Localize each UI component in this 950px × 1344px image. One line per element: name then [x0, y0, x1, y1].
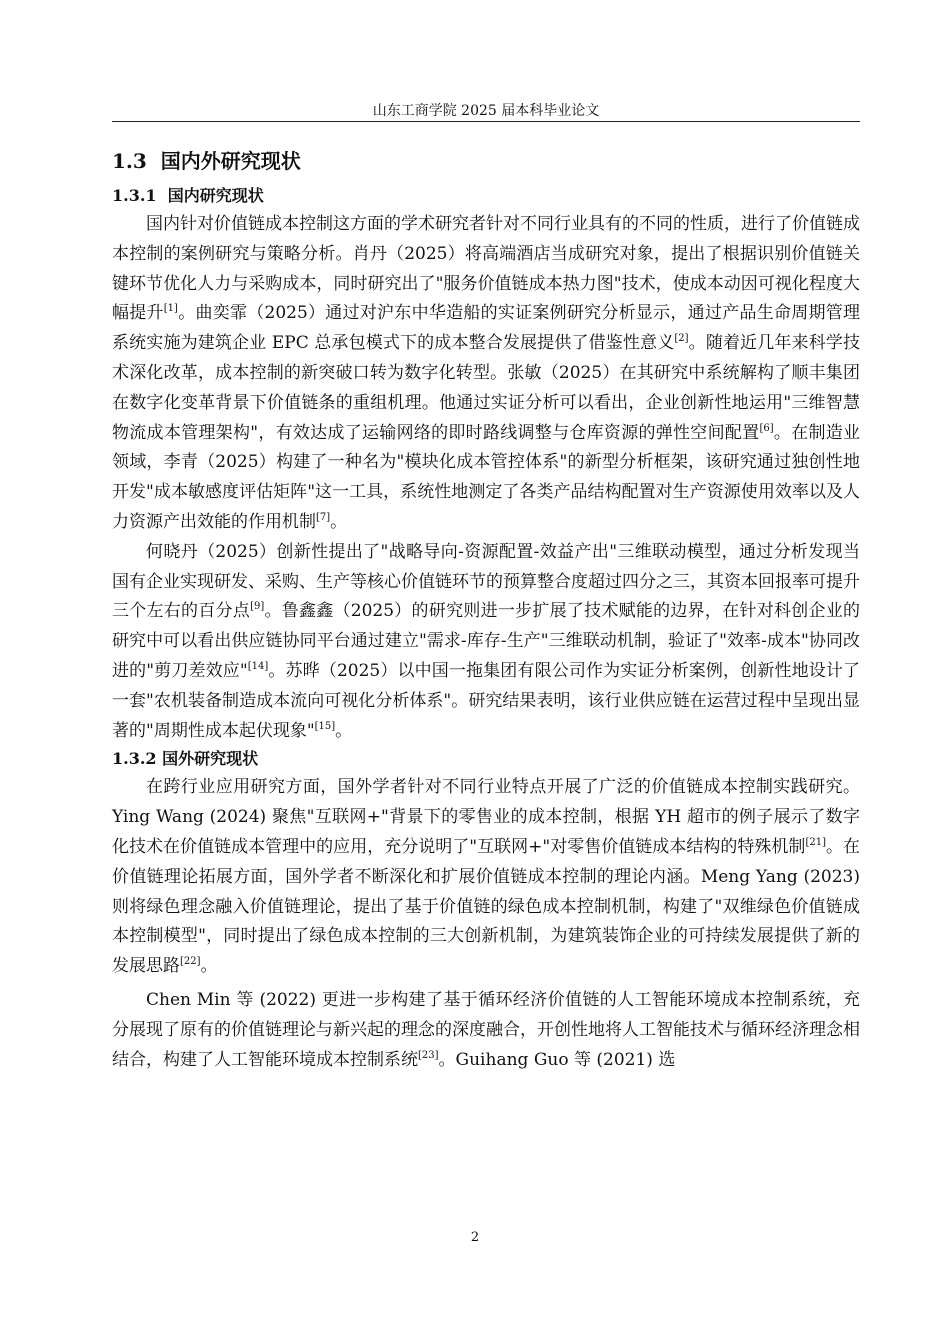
paragraph-text: 。 [330, 511, 348, 532]
citation: [1] [163, 303, 178, 315]
paragraph-text: 国内针对价值链成本控制这方面的学术研究者针对不同行业具有的不同的性质，进行了价值链成本控制的案例研究与策略分析。肖丹（2025）将高端酒店当成研究对象，提出了根据识别价值链关键环节优化人力与采购成本，同时研究出了"服务价值链成本热力图"技术，使成本动因可视化程度大幅提升 [112, 214, 860, 324]
section-title: 国内外研究现状 [160, 149, 301, 173]
paragraph-text: 。鲁鑫鑫（2025）的研究则进一步扩展了技术赋能的边界，在针对科创企业的研究中可以看出供应链协同平台通过建立"需求-库存-生产"三维联动机制，验证了"效率-成本"协同改进的"剪刀差效应" [112, 601, 860, 681]
paragraph-text: 。随着近几年来科学技术深化改革，成本控制的新突破口转为数字化转型。张敏（2025）在其研究中系统解构了顺丰集团在数字化变革背景下价值链条的重组机理。他通过实证分析可以看出，企业创新性地运用"三维智慧物流成本管理架构"，有效达成了运输网络的即时路线调整与仓库资源的弹性空间配置 [112, 333, 860, 443]
citation: [15] [314, 720, 336, 732]
subsection-heading-foreign [112, 748, 860, 770]
paragraph-text: 在跨行业应用研究方面，国外学者针对不同行业特点开展了广泛的价值链成本控制实践研究。Ying Wang (2024) 聚焦"互联网+"背景下的零售业的成本控制，根据 YH 超市的例子展示了数字化技术在价值链成本管理中的应用，充分说明了"互联网+"对零售价值链成本结构的特殊机制 [112, 777, 860, 857]
subsection-title: 国内研究现状 [167, 186, 264, 205]
subsection-heading-domestic [112, 185, 860, 207]
paragraph-text: 。Guihang Guo 等 (2021) 选 [438, 1049, 676, 1070]
citation: [21] [805, 836, 826, 848]
paragraph-text: 。在价值链理论拓展方面，国外学者不断深化和扩展价值链成本控制的理论内涵。Meng Yang (2023) 则将绿色理念融入价值链理论，提出了基于价值链的绿色成本控制机制，构建了"双维绿色价值链成本控制模型"，同时提出了绿色成本控制的三大创新机制，为建筑装饰企业的可持续发展提供了新的发展思路 [112, 836, 860, 977]
citation: [14] [247, 660, 269, 672]
subsection-number: 1.3.1 [112, 186, 157, 205]
citation: [2] [674, 333, 689, 345]
section-heading [112, 147, 860, 175]
citation: [23] [418, 1049, 439, 1061]
paragraph [112, 773, 860, 982]
paragraph-text: 。苏晔（2025）以中国一拖集团有限公司作为实证分析案例，创新性地设计了一套"农机装备制造成本流向可视化分析体系"。研究结果表明，该行业供应链在运营过程中呈现出显著的"周期性成本起伏现象" [112, 660, 861, 741]
citation: [9] [250, 601, 265, 613]
page-body [112, 147, 860, 1075]
paragraph-text: 。 [200, 956, 218, 977]
paragraph-text: 。曲奕霏（2025）通过对沪东中华造船的实证案例研究分析显示，通过产品生命周期管理系统实施为建筑企业 EPC 总承包模式下的成本整合发展提供了借鉴性意义 [112, 303, 861, 354]
paragraph [112, 538, 860, 747]
paragraph [112, 986, 860, 1075]
citation: [6] [759, 422, 774, 434]
running-header: 山东工商学院 2025 届本科毕业论文 [372, 103, 600, 119]
subsection-number: 1.3.2 [112, 749, 157, 769]
citation: [7] [316, 511, 331, 523]
subsection-title: 国外研究现状 [162, 749, 259, 769]
paragraph-text: 。在制造业领域，李青（2025）构建了一种名为"模块化成本管控体系"的新型分析框架，该研究通过独创性地开发"成本敏感度评估矩阵"这一工具，系统性地测定了各类产品结构配置对生产资源使用效率以及人力资源产出效能的作用机制 [112, 422, 861, 532]
paragraph-text: 何晓丹（2025）创新性提出了"战略导向-资源配置-效益产出"三维联动模型，通过分析发现当国有企业实现研发、采购、生产等核心价值链环节的预算整合度超过四分之三，其资本回报率可提升三个左右的百分点 [112, 541, 860, 622]
section-number: 1.3 [112, 149, 147, 173]
header-rule [112, 121, 860, 122]
paragraph-text: 。 [335, 720, 353, 741]
paragraph [112, 210, 860, 538]
citation: [22] [180, 956, 201, 968]
paragraph-text: Chen Min 等 (2022) 更进一步构建了基于循环经济价值链的人工智能环境成本控制系统，充分展现了原有的价值链理论与新兴起的理念的深度融合，开创性地将人工智能技术与循环经济理念相结合，构建了人工智能环境成本控制系统 [112, 989, 860, 1070]
page-number: 2 [470, 1230, 480, 1245]
